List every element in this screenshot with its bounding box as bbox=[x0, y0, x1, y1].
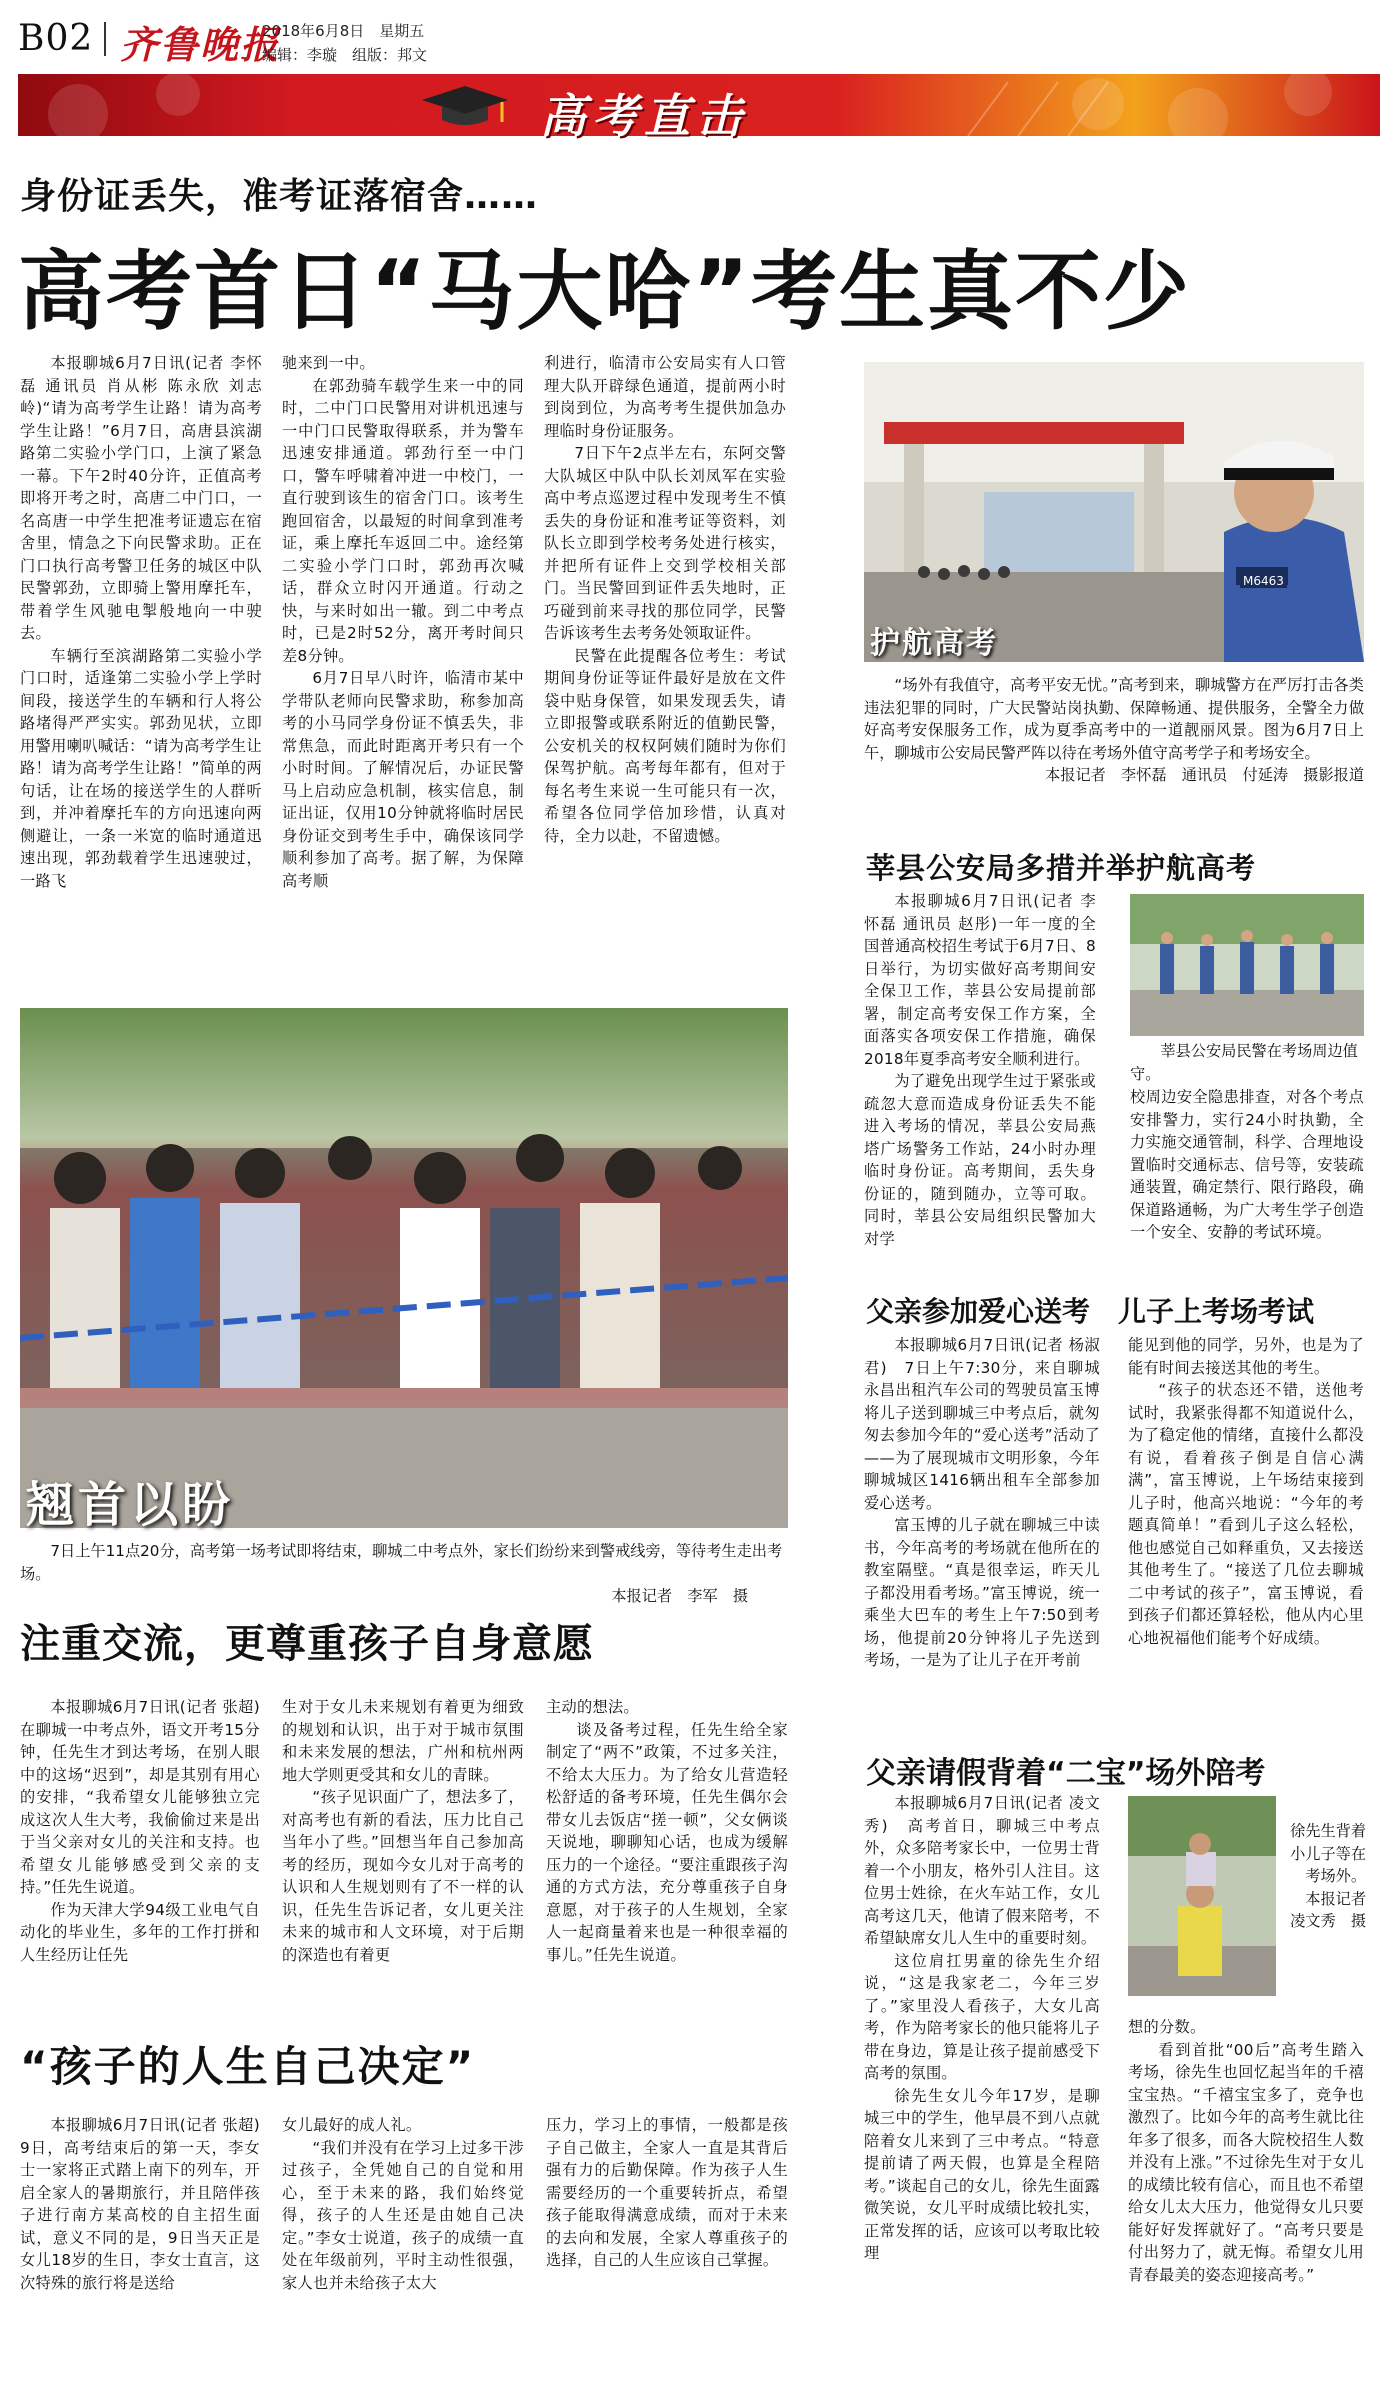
shenxian-col-2 bbox=[1130, 1086, 1364, 1244]
graduation-cap-icon bbox=[420, 82, 510, 130]
page-number: B02 bbox=[18, 18, 94, 59]
kid-title: “孩子的人生自己决定” bbox=[20, 2042, 476, 2091]
crowd-photo bbox=[20, 1008, 788, 1528]
crowd-photo-caption bbox=[20, 1540, 788, 1608]
issue-date: 2018年6月8日 星期五 bbox=[262, 22, 425, 40]
newspaper-logo: 齐鲁晚报 bbox=[120, 22, 281, 67]
shenxian-photo-image bbox=[1130, 894, 1364, 1036]
paragraph: 本报聊城6月7日讯(记者 杨淑君) 7日上午7:30分，来自聊城永昌出租汽车公司的驾驶员富玉博将儿子送到聊城三中考点后，就匆匆去参加今年的“爱心送考”活动了——为了展现城市文明形象，今年聊城城区1416辆出租车全部参加爱心送考。 bbox=[864, 1336, 1100, 1512]
photo-credit: 本报记者 凌文秀 摄 bbox=[1290, 1889, 1382, 1930]
paragraph: 7日下午2点半左右，东阿交警大队城区中队中队长刘凤军在实验高中考点巡逻过程中发现考生不慎丢失的身份证和准考证等资料，刘队长立即到学校考务处进行核实，并把所有证件上交到学校相关部门。当民警回到证件丢失地时，正巧碰到前来寻找的那位同学，民警告诉该考生去考务处领取证件。 bbox=[544, 444, 786, 642]
photo-credit: 本报记者 李军 摄 bbox=[611, 1587, 748, 1605]
paragraph: 本报聊城6月7日讯(记者 李怀磊 通讯员 肖从彬 陈永欣 刘志岭)“请为高考学生让路！请为高考学生让路！”6月7日，高唐县滨湖路第二实验小学门口，上演了紧急一幕。下午2时40分许，正值高考即将开考之时，高唐二中门口，一名高唐一中学生把准考证遗忘在宿舍里，情急之下向民警求助。正在门口执行高考警卫任务的城区中队民警郭劲，立即骑上警用摩托车，带着学生风驰电掣般地向一中驶去。 bbox=[20, 354, 262, 642]
paragraph: 驰来到一中。 bbox=[282, 354, 375, 372]
crowd-photo-label: 翘首以盼 bbox=[26, 1477, 235, 1533]
paragraph: 民警在此提醒各位考生：考试期间身份证等证件最好是放在文件袋中贴身保管，如果发现丢失，请立即报警或联系附近的值勤民警，公安机关的权权阿姨们随时为你们保驾护航。高考每年都有，但对于每名考生来说一生可能只有一次，希望各位同学倍加珍惜，认真对待，全力以赴，不留遗憾。 bbox=[544, 646, 786, 845]
paragraph: 本报聊城6月7日讯(记者 李怀磊 通讯员 赵彤)一年一度的全国普通高校招生考试于6月7日、8日举行，为切实做好高考期间安全保卫工作，莘县公安局提前部署，制定高考安保工作方案，全面落实各项安保工作措施，确保2018年夏季高考安全顺利进行。 bbox=[864, 892, 1096, 1068]
exchange-col-3 bbox=[546, 1696, 788, 1966]
father2-photo-image bbox=[1128, 1796, 1276, 1996]
lead-subtitle: 身份证丢失，准考证落宿舍…… bbox=[20, 176, 539, 217]
paragraph: “我们并没有在学习上过多干涉过孩子，全凭她自己的自觉和用心，至于未来的路，我们始终觉得，孩子的人生还是由她自己决定。”李女士说道，孩子的成绩一直处在年级前列，平时主动性很强，家人也并未给孩子太大 bbox=[282, 2138, 524, 2292]
paragraph: 压力，学习上的事情，一般都是孩子自己做主，全家人一直是其背后强有力的后勤保障。作为孩子人生需要经历的一个重要转折点，希望孩子能取得满意成绩，而对于未来的去向和发展，全家人尊重孩子的选择，自己的人生应该自己掌握。 bbox=[546, 2116, 788, 2269]
kid-col-2 bbox=[282, 2114, 524, 2294]
paragraph: 这位肩扛男童的徐先生介绍说，“这是我家老二，今年三岁了。”家里没人看孩子，大女儿高考，作为陪考家长的他只能将儿子带在身边，算是让孩子提前感受下高考的氛围。 bbox=[864, 1951, 1100, 2082]
paragraph: 6月7日早八时许，临清市某中学带队老师向民警求助，称参加高考的小马同学身份证不慎丢失，非常焦急，而此时距离开考只有一个小时时间。了解情况后，办证民警马上启动应急机制，核实信息，制证出证，仅用10分钟就将临时居民身份证交到考生手中，确保该同学顺利参加了高考。据了解，为保障高考顺 bbox=[282, 669, 524, 890]
father1-col-1 bbox=[864, 1334, 1100, 1672]
paragraph: 生对于女儿未来规划有着更为细致的规划和认识，出于对于城市氛围和未来发展的想法，广州和杭州两地大学则更受其和女儿的青睐。 bbox=[282, 1698, 524, 1784]
paragraph: 徐先生女儿今年17岁，是聊城三中的学生，他早晨不到八点就陪着女儿来到了三中考点。“特意提前请了两天假，也算是全程陪考。”谈起自己的女儿，徐先生面露微笑说，女儿平时成绩比较扎实，正常发挥的话，应该可以考取比较理 bbox=[864, 2086, 1100, 2262]
paragraph: 利进行，临清市公安局实有人口管理大队开辟绿色通道，提前两小时到岗到位，为高考考生提供加急办理临时身份证服务。 bbox=[544, 354, 786, 440]
paragraph: 校周边安全隐患排查，对各个考点安排警力，实行24小时执勤，全力实施交通管制，科学、合理地设置临时交通标志、信号等，安装疏通装置，确定禁行、限行路段，确保道路通畅，为广大考生学子创造一个安全、安静的考试环境。 bbox=[1130, 1088, 1364, 1241]
shenxian-col-1 bbox=[864, 890, 1096, 1250]
paragraph: 本报聊城6月7日讯(记者 张超) 9日，高考结束后的第一天，李女士一家将正式踏上南下的列车，开启全家人的暑期旅行，并且陪伴孩子进行南方某高校的自主招生面试，意义不同的是，9日当天正是女儿18岁的生日，李女士直言，这次特殊的旅行将是送给 bbox=[20, 2116, 276, 2292]
police-badge-number: M6463 bbox=[1240, 574, 1287, 588]
shenxian-title: 莘县公安局多措并举护航高考 bbox=[866, 851, 1257, 885]
father1-col-2 bbox=[1128, 1334, 1364, 1649]
paragraph: 谈及备考过程，任先生给全家制定了“两不”政策，不过多关注，不给太大压力。为了给女儿营造轻松舒适的备考环境，任先生偶尔会带女儿去饭店“搓一顿”，父女俩谈天说地，聊聊知心话，也成为缓解压力的一个途径。“要注重跟孩子沟通的方式方法，充分尊重孩子自身意愿，对于孩子的人生规划，全家人一起商量着来也是一种很幸福的事儿。”任先生说道。 bbox=[546, 1720, 788, 1964]
father1-title: 父亲参加爱心送考 儿子上考场考试 bbox=[866, 1295, 1315, 1328]
father2-col-1 bbox=[864, 1792, 1100, 2265]
paragraph: 能见到他的同学，另外，也是为了能有时间去接送其他的考生。 bbox=[1128, 1336, 1364, 1377]
police-photo-caption bbox=[864, 674, 1364, 787]
shenxian-photo-caption: 莘县公安局民警在考场周边值守。 bbox=[1130, 1042, 1358, 1083]
photo-credit: 本报记者 李怀磊 通讯员 付延涛 摄影报道 bbox=[1045, 766, 1364, 784]
exchange-title: 注重交流，更尊重孩子自身意愿 bbox=[20, 1621, 594, 1667]
police-photo bbox=[864, 362, 1364, 662]
paragraph: 看到首批“00后”高考生踏入考场，徐先生也回忆起当年的千禧宝宝热。“千禧宝宝多了，竞争也激烈了。比如今年的高考生就比往年多了很多，而各大院校招生人数并没有上涨。”不过徐先生对于女儿的成绩比较有信心，而且也不希望给女儿太大压力，他觉得女儿只要能好好发挥就好了。“高考只要是付出努力了，就无悔。希望女儿用青春最美的姿态迎接高考。” bbox=[1128, 2040, 1364, 2284]
exchange-col-2 bbox=[282, 1696, 524, 1966]
father2-title: 父亲请假背着“二宝”场外陪考 bbox=[866, 1756, 1266, 1791]
police-photo-label: 护航高考 bbox=[870, 626, 998, 661]
paragraph: 作为天津大学94级工业电气自动化的毕业生，多年的工作打拼和人生经历让任先 bbox=[20, 1900, 260, 1964]
paragraph: 本报聊城6月7日讯(记者 凌文秀) 高考首日，聊城三中考点外，众多陪考家长中，一位男士背着一个小朋友，格外引人注目。这位男士姓徐，在火车站工作，女儿高考这几天，他请了假来陪考，不希望缺席女儿人生中的重要时刻。 bbox=[864, 1794, 1100, 1947]
paragraph: 主动的想法。 bbox=[546, 1698, 639, 1716]
paragraph: 本报聊城6月7日讯(记者 张超) 在聊城一中考点外，语文开考15分钟，任先生才到达考场，在别人眼中的这场“迟到”，却是其别有用心的安排，“我希望女儿能够独立完成这次人生大考，我偷偷过来是出于当父亲对女儿的关注和支持。也希望女儿能够感受到父亲的支持。”任先生说道。 bbox=[20, 1698, 276, 1896]
police-photo-image bbox=[864, 362, 1364, 662]
paragraph: 女儿最好的成人礼。 bbox=[282, 2116, 422, 2134]
lead-col-1 bbox=[20, 352, 262, 892]
caption-text: 徐先生背着小儿子等在考场外。 bbox=[1290, 1822, 1366, 1885]
paragraph: 在郭劲骑车载学生来一中的同时，二中门口民警用对讲机迅速与一中门口民警取得联系，并为警车迅速安排通道。郭劲行至一中门口，警车呼啸着冲进一中校门，一直行驶到该生的宿舍门口。该考生跑回宿舍，以最短的时间拿到准考证，乘上摩托车返回二中。途经第二实验小学门口时，郭劲再次喊话，群众立时闪开通道。行动之快，与来时如出一辙。到二中考点时，已是2时52分，离开考时间只差8分钟。 bbox=[282, 376, 524, 665]
paragraph: 想的分数。 bbox=[1128, 2018, 1206, 2036]
section-title: 高考直击 bbox=[540, 89, 748, 143]
father2-photo-caption bbox=[1286, 1820, 1382, 1933]
lead-col-2 bbox=[282, 352, 524, 892]
father2-photo bbox=[1128, 1796, 1276, 1996]
paragraph: “孩子见识面广了，想法多了，对高考也有新的看法，压力比自己当年小了些。”回想当年自己参加高考的经历，现如今女儿对于高考的认识和人生规划则有了不一样的认识，任先生告诉记者，女儿更关注未来的城市和人文环境，对于后期的深造也有着更 bbox=[282, 1788, 524, 1964]
father2-col-2 bbox=[1128, 2016, 1364, 2286]
exchange-col-1 bbox=[20, 1696, 276, 1966]
paragraph: 富玉博的儿子就在聊城三中读书，今年高考的考场就在他所在的教室隔壁。“真是很幸运，昨天儿子都没用看考场。”富玉博说，统一乘坐大巴车的考生上午7:50到考场，他提前20分钟将儿子先送到考场，一是为了让儿子在开考前 bbox=[864, 1516, 1100, 1669]
paragraph: 为了避免出现学生过于紧张或疏忽大意而造成身份证丢失不能进入考场的情况，莘县公安局燕塔广场警务工作站，24小时办理临时身份证。高考期间，丢失身份证的，随到随办，立等可取。同时，莘县公安局组织民警加大对学 bbox=[864, 1072, 1096, 1248]
paragraph: “孩子的状态还不错，送他考试时，我紧张得都不知道说什么，为了稳定他的情绪，直接什么都没有说，看着孩子倒是自信心满满”，富玉博说，上午场结束接到儿子时，他高兴地说：“今年的考题真简单！”看到儿子这么轻松，他也感觉自己如释重负，又去接送其他考生了。“接送了几位去聊城二中考试的孩子”，富玉博说，看到孩子们都还算轻松，他从内心里心地祝福他们能考个好成绩。 bbox=[1128, 1381, 1364, 1647]
caption-text: “场外有我值守，高考平安无忧。”高考到来，聊城警方在严厉打击各类违法犯罪的同时，广大民警站岗执勤、保障畅通、提供服务，全警全力做好高考安保服务工作，成为夏季高考中的一道靓丽风景。图为6月7日上午，聊城市公安局民警严阵以待在考场外值守高考学子和考场安全。 bbox=[864, 676, 1364, 762]
paragraph: 车辆行至滨湖路第二实验小学门口时，适逢第二实验小学上学时间段，接送学生的车辆和行人将公路堵得严严实实。郭劲见状，立即用警用喇叭喊话：“请为高考学生让路！请为高考学生让路！”简单的两句话，让在场的接送学生的人群听到，并冲着摩托车的方向迅速向两侧避让，一条一米宽的临时通道迅速出现，郭劲载着学生迅速驶过，一路飞 bbox=[20, 646, 262, 890]
kid-col-3 bbox=[546, 2114, 788, 2272]
header-divider bbox=[104, 22, 106, 56]
kid-col-1 bbox=[20, 2114, 276, 2294]
lead-headline: 高考首日“马大哈”考生真不少 bbox=[18, 242, 1192, 342]
lead-col-3 bbox=[544, 352, 786, 847]
crowd-photo-image bbox=[20, 1008, 788, 1528]
caption-text: 7日上午11点20分，高考第一场考试即将结束，聊城二中考点外，家长们纷纷来到警戒线旁，等待考生走出考场。 bbox=[20, 1542, 783, 1583]
shenxian-photo bbox=[1130, 894, 1364, 1036]
editor-credits: 编辑：李璇 组版：邦文 bbox=[262, 46, 428, 64]
